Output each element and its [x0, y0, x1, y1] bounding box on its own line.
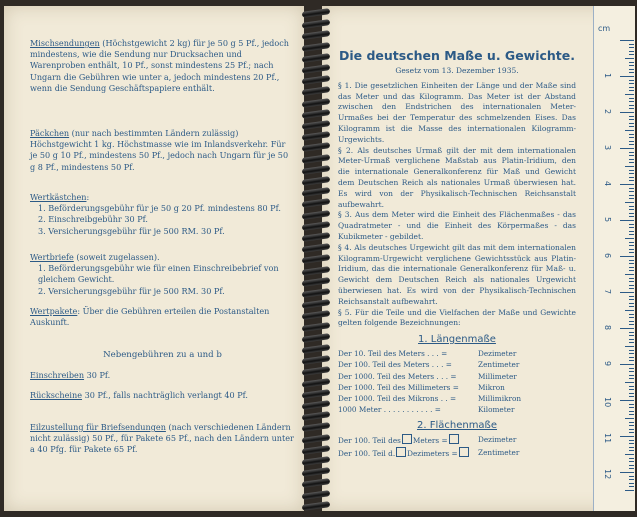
ruler-tick — [629, 465, 634, 466]
spiral-coil — [302, 187, 331, 197]
ruler-tick — [629, 432, 634, 433]
ruler-tick — [629, 285, 634, 286]
spiral-coil — [302, 30, 331, 40]
spiral-coil — [302, 400, 331, 410]
ruler-tick — [629, 108, 634, 109]
square-box-icon — [449, 434, 459, 444]
block-text: 30 Pf. — [84, 370, 111, 380]
ruler-tick — [629, 260, 634, 261]
ruler-tick — [629, 173, 634, 174]
ruler-tick — [629, 378, 634, 379]
ruler-tick — [629, 134, 634, 135]
block-title: Wertpakete — [30, 306, 78, 316]
section-heading-laengenmasse: 1. Längenmaße — [418, 334, 496, 346]
ruler-tick — [629, 152, 634, 153]
ruler-tick — [629, 429, 634, 430]
ruler-tick — [629, 314, 634, 315]
list-item: 3. Versicherungsgebühr für je 500 RM. 30 Pf. — [38, 225, 225, 236]
table-row — [338, 447, 576, 459]
row-label: 1000 Meter . . . . . . . . . . . = — [338, 405, 441, 415]
paragraph: § 1. Die gesetzlichen Einheiten der Länge und der Maße sind das Meter und das Kilogramm. Das Meter ist der Abstand zwischen den Endstrichen des internationalen Meter-Urmaßes bei der Temperatur des schmelzenden Eises. Das Kilogramm ist die Masse des internationalen Kilogramm-Urgewichts. — [338, 80, 576, 144]
ruler-tick — [629, 450, 634, 451]
spiral-coil — [302, 142, 331, 152]
ruler-tick — [620, 148, 634, 149]
ruler-tick — [629, 440, 634, 441]
spiral-coil — [302, 53, 331, 63]
ruler-tick — [629, 458, 634, 459]
ruler-unit-label: cm — [598, 24, 611, 33]
ruler-tick — [629, 242, 634, 243]
ruler-number: 1 — [603, 73, 612, 79]
block-wertbriefe — [30, 252, 295, 297]
block-title: Wertbriefe — [30, 252, 74, 262]
ruler-tick — [629, 288, 634, 289]
ruler-tick — [629, 371, 634, 372]
ruler-tick — [629, 119, 634, 120]
ruler-tick — [629, 476, 634, 477]
ruler-tick — [629, 360, 634, 361]
row-unit: Zentimeter — [478, 360, 520, 370]
ruler-tick — [629, 335, 634, 336]
ruler-tick — [629, 227, 634, 228]
row-label: Der 1000. Teil des Meters . . . = — [338, 371, 457, 381]
ruler-tick — [629, 98, 634, 99]
ruler-tick — [625, 382, 634, 383]
block-wertpakete — [30, 306, 295, 328]
laengenmasse-table — [338, 348, 576, 415]
spiral-coil — [302, 109, 331, 119]
block-title: Päckchen — [30, 128, 70, 138]
ruler-tick — [629, 231, 634, 232]
page-subtitle: Gesetz vom 13. Dezember 1935. — [395, 66, 519, 75]
table-row — [338, 404, 576, 415]
ruler-tick — [629, 350, 634, 351]
ruler-tick — [629, 393, 634, 394]
row-unit: Kilometer — [478, 405, 515, 415]
spiral-coil — [302, 389, 331, 399]
ruler-tick — [629, 386, 634, 387]
table-row — [338, 371, 576, 382]
ruler-tick — [629, 486, 634, 487]
ruler-tick — [629, 332, 634, 333]
block-text: (nur nach bestimmten Ländern zulässig) Höchstgewicht 1 kg. Höchstmasse wie im Inlandsverkehr. Für je 50 g 10 Pf., mindestens 50 Pf., jedoch nach Ungarn für je 50 g 8 Pf., mindestens 50 Pf. — [30, 128, 289, 172]
ruler-tick — [629, 299, 634, 300]
flaechenmasse-table — [338, 434, 576, 458]
row-unit: Dezimeter — [478, 435, 517, 445]
spiral-coil — [302, 243, 331, 253]
ruler-tick — [625, 490, 634, 491]
block-title: Wertkästchen — [30, 192, 87, 202]
spiral-coil — [302, 75, 331, 85]
row-prefix: Der 100. Teil des — [338, 436, 401, 446]
ruler-tick — [629, 105, 634, 106]
ruler-tick — [629, 468, 634, 469]
ruler-tick — [625, 418, 634, 419]
spiral-coil — [302, 322, 331, 332]
spiral-coil — [302, 154, 331, 164]
row-unit: Millimeter — [478, 371, 517, 381]
spiral-coil — [302, 165, 331, 175]
row-unit: Zentimeter — [478, 447, 520, 457]
ruler-tick — [629, 51, 634, 52]
paragraph: § 4. Als deutsches Urgewicht gilt das mit dem internationalen Kilogramm-Urgewicht verglichene Gewichtsstück aus Platin-Iridium, das die internationale Generalkonferenz für Maß- u. Gewicht dem Deutschen Reich als nationales Urgewicht überwiesen hat. Es wird von der Physikalisch-Technischen Reichsanstalt aufbewahrt. — [338, 242, 576, 306]
ruler-tick — [629, 296, 634, 297]
ruler-tick — [620, 220, 634, 221]
spiral-coil — [302, 64, 331, 74]
ruler-tick — [629, 177, 634, 178]
ruler-tick — [625, 454, 634, 455]
ruler-tick — [629, 252, 634, 253]
block-title: Mischsendungen — [30, 38, 100, 48]
row-prefix: Der 100. Teil d. — [338, 448, 396, 458]
list-item: 1. Beförderungsgebühr für je 50 g 20 Pf. mindestens 80 Pf. — [38, 203, 281, 214]
spiral-coil — [302, 254, 331, 264]
ruler-tick — [629, 90, 634, 91]
spiral-coil — [302, 456, 331, 466]
block-text: : — [86, 192, 90, 202]
ruler-tick — [629, 159, 634, 160]
ruler-tick — [629, 141, 634, 142]
ruler-tick — [629, 44, 634, 45]
block-text: 30 Pf., falls nachträglich verlangt 40 Pf. — [82, 390, 248, 400]
spiral-coil — [302, 355, 331, 365]
row-label: Der 1000. Teil des Mikrons . . = — [338, 393, 457, 403]
ruler-tick — [629, 414, 634, 415]
ruler-tick — [629, 224, 634, 225]
square-box-icon — [459, 447, 469, 457]
spiral-coil — [302, 131, 331, 141]
spiral-coil — [302, 19, 331, 29]
ruler-tick — [629, 339, 634, 340]
ruler-tick — [629, 69, 634, 70]
spiral-coil — [302, 366, 331, 376]
ruler-tick — [629, 353, 634, 354]
spiral-coil — [302, 277, 331, 287]
paragraph: § 3. Aus dem Meter wird die Einheit des Flächenmaßes - das Quadratmeter - und die Einheit des Körpermaßes - das Kubikmeter - gebildet. — [338, 210, 576, 241]
table-row — [338, 382, 576, 393]
ruler-tick — [629, 303, 634, 304]
ruler-number: 5 — [603, 217, 612, 223]
paragraph: § 5. Für die Teile und die Vielfachen der Maße und Gewichte gelten folgende Bezeichnungen: — [338, 307, 576, 328]
spiral-coil — [302, 120, 331, 130]
square-box-icon — [396, 447, 406, 457]
ruler-number: 9 — [603, 361, 612, 367]
block-paeckchen — [30, 128, 295, 173]
ruler-tick — [629, 249, 634, 250]
ruler-tick — [625, 58, 634, 59]
ruler-tick — [620, 40, 634, 41]
ruler-tick — [629, 317, 634, 318]
spiral-coil — [302, 266, 331, 276]
row-mid: Dezimeters — [407, 448, 450, 458]
list-item: 2. Einschreibgebühr 30 Pf. — [38, 214, 148, 225]
spiral-coil — [302, 288, 331, 298]
ruler-tick — [629, 195, 634, 196]
ruler-tick — [629, 411, 634, 412]
ruler-tick — [629, 162, 634, 163]
ruler-tick — [629, 123, 634, 124]
ruler-tick — [620, 364, 634, 365]
ruler-tick — [629, 357, 634, 358]
list-item: 1. Beförderungsgebühr wie für einen Einschreibebrief von gleichem Gewicht. — [38, 263, 279, 285]
ruler-tick — [629, 83, 634, 84]
ruler-tick — [625, 274, 634, 275]
ruler-tick — [629, 263, 634, 264]
ruler-tick — [629, 425, 634, 426]
block-einschreiben — [30, 370, 295, 381]
ruler-tick — [625, 130, 634, 131]
ruler-tick — [629, 101, 634, 102]
ruler-tick — [629, 281, 634, 282]
ruler-number: 4 — [603, 181, 612, 187]
spiral-coil — [302, 478, 331, 488]
ruler-tick — [620, 328, 634, 329]
ruler-tick — [629, 461, 634, 462]
spiral-coil — [302, 501, 331, 511]
ruler-tick — [629, 422, 634, 423]
list-item: 2. Versicherungsgebühr für je 500 RM. 30 Pf. — [38, 285, 225, 296]
row-label: Der 100. Teil des Meters . . . = — [338, 360, 452, 370]
ruler-tick — [629, 321, 634, 322]
row-unit: Mikron — [478, 382, 505, 392]
ruler-tick — [629, 447, 634, 448]
block-title: Einschreiben — [30, 370, 85, 380]
ruler-tick — [620, 400, 634, 401]
row-label: Der 100. Teil des Meters = — [338, 434, 478, 446]
row-label: Der 100. Teil d. Dezimeters = — [338, 447, 478, 459]
ruler-tick — [629, 245, 634, 246]
ruler-tick — [629, 324, 634, 325]
block-text: : Über die Gebühren erteilen die Postanstalten Auskunft. — [30, 306, 270, 328]
table-row — [338, 359, 576, 370]
row-mid: Meters — [412, 436, 440, 446]
ruler-tick — [629, 483, 634, 484]
ruler-number: 3 — [603, 145, 612, 151]
ruler-tick — [629, 216, 634, 217]
page-title: Die deutschen Maße u. Gewichte. — [338, 48, 576, 63]
ruler-tick — [629, 65, 634, 66]
ruler-tick — [625, 238, 634, 239]
spiral-coil — [302, 198, 331, 208]
table-row — [338, 348, 576, 359]
block-rueckscheine — [30, 390, 295, 401]
ruler-number: 8 — [603, 325, 612, 331]
ruler-tick — [629, 479, 634, 480]
spiral-coil — [302, 378, 331, 388]
spiral-coil — [302, 310, 331, 320]
ruler-tick — [629, 54, 634, 55]
row-unit: Millimikron — [478, 393, 522, 403]
ruler-tick — [629, 155, 634, 156]
ruler-tick — [629, 72, 634, 73]
paragraph: § 2. Als deutsches Urmaß gilt der mit dem internationalen Meter-Urmaß verglichene Maßstab aus Platin-Iridium, den die internationale Generalkonferenz für Maß und Gewicht dem Deutschen Reich als nationales Urmaß überwiesen hat. Es wird von der Physikalisch-Technischen Reichsanstalt aufbewahrt. — [338, 145, 576, 209]
ruler-tick — [629, 191, 634, 192]
ruler-tick — [629, 306, 634, 307]
block-title: Eilzustellung für Briefsendungen — [30, 422, 166, 432]
ruler-tick — [620, 256, 634, 257]
ruler-tick — [629, 389, 634, 390]
spiral-coil — [302, 422, 331, 432]
ruler-tick — [620, 472, 634, 473]
block-eilzustellung — [30, 422, 295, 456]
spiral-coil — [302, 490, 331, 500]
ruler-tick — [620, 76, 634, 77]
ruler-tick — [629, 206, 634, 207]
ruler-tick — [629, 342, 634, 343]
spiral-coil — [302, 232, 331, 242]
ruler-number: 10 — [603, 397, 612, 408]
row-label: Der 10. Teil des Meters . . . = — [338, 349, 448, 359]
ruler-tick — [629, 209, 634, 210]
ruler-tick — [629, 126, 634, 127]
ruler-tick — [629, 188, 634, 189]
ruler-tick — [629, 116, 634, 117]
spiral-coil — [302, 221, 331, 231]
ruler-tick — [629, 368, 634, 369]
spiral-coil — [302, 8, 331, 18]
spiral-binding — [300, 0, 330, 517]
table-row — [338, 434, 576, 446]
section-heading-flaechenmasse: 2. Flächenmaße — [416, 420, 498, 432]
spiral-coil — [302, 42, 331, 52]
ruler-tick — [625, 346, 634, 347]
spiral-coil — [302, 467, 331, 477]
spiral-coil — [302, 333, 331, 343]
spiral-coil — [302, 434, 331, 444]
ruler-tick — [629, 407, 634, 408]
block-wertkaestchen — [30, 192, 295, 237]
ruler-tick — [629, 278, 634, 279]
spiral-coil — [302, 344, 331, 354]
ruler-tick — [629, 137, 634, 138]
ruler-tick — [625, 310, 634, 311]
ruler-tick — [629, 213, 634, 214]
ruler-number: 7 — [603, 289, 612, 295]
section-heading: Nebengebühren zu a und b — [103, 350, 222, 360]
ruler-tick — [629, 267, 634, 268]
block-title: Rückscheine — [30, 390, 83, 400]
ruler-tick — [625, 166, 634, 167]
row-label: Der 1000. Teil des Millimeters = — [338, 382, 459, 392]
ruler-tick — [629, 47, 634, 48]
ruler-tick — [620, 436, 634, 437]
block-mischsendungen — [30, 38, 295, 94]
ruler-tick — [629, 80, 634, 81]
ruler-tick — [629, 180, 634, 181]
ruler-number: 12 — [603, 469, 612, 480]
spiral-coil — [302, 411, 331, 421]
block-text: (soweit zugelassen). — [73, 252, 160, 262]
ruler-tick — [629, 270, 634, 271]
law-paragraphs — [338, 81, 576, 329]
ruler-tick — [625, 94, 634, 95]
ruler-tick — [629, 404, 634, 405]
spiral-coil — [302, 445, 331, 455]
square-box-icon — [402, 434, 412, 444]
spiral-coil — [302, 98, 331, 108]
ruler-tick — [620, 184, 634, 185]
right-page-content — [338, 48, 576, 459]
spiral-coil — [302, 86, 331, 96]
ruler-tick — [620, 292, 634, 293]
ruler-tick — [629, 62, 634, 63]
spiral-coil — [302, 299, 331, 309]
block-text: (Höchstgewicht 2 kg) für je 50 g 5 Pf., jedoch mindestens, wie die Sendung nur Drucksachen und Warenproben enthält, 10 Pf., sonst mindestens 25 Pf.; nach Ungarn die Gebühren wie unter a, jedoch mindestens 20 Pf., wenn die Sendung Geschäftspapiere enthält. — [30, 38, 289, 93]
ruler-tick — [629, 87, 634, 88]
ruler-tick — [620, 112, 634, 113]
ruler-tick — [625, 202, 634, 203]
ruler-number: 6 — [603, 253, 612, 259]
ruler-number: 2 — [603, 109, 612, 115]
ruler-tick — [629, 375, 634, 376]
ruler-tick — [629, 396, 634, 397]
spiral-coil — [302, 210, 331, 220]
table-row — [338, 393, 576, 404]
block-text: (nach verschiedenen Ländern nicht zulässig) 50 Pf., für Pakete 65 Pf., nach den Ländern unter a 40 Pfg. für Pakete 65 Pf. — [30, 422, 294, 455]
ruler-tick — [629, 144, 634, 145]
ruler-tick — [629, 234, 634, 235]
spiral-coil — [302, 176, 331, 186]
row-unit: Dezimeter — [478, 349, 517, 359]
ruler-tick — [629, 170, 634, 171]
ruler-number: 11 — [603, 433, 612, 444]
ruler-tick — [629, 443, 634, 444]
ruler-tick — [629, 198, 634, 199]
